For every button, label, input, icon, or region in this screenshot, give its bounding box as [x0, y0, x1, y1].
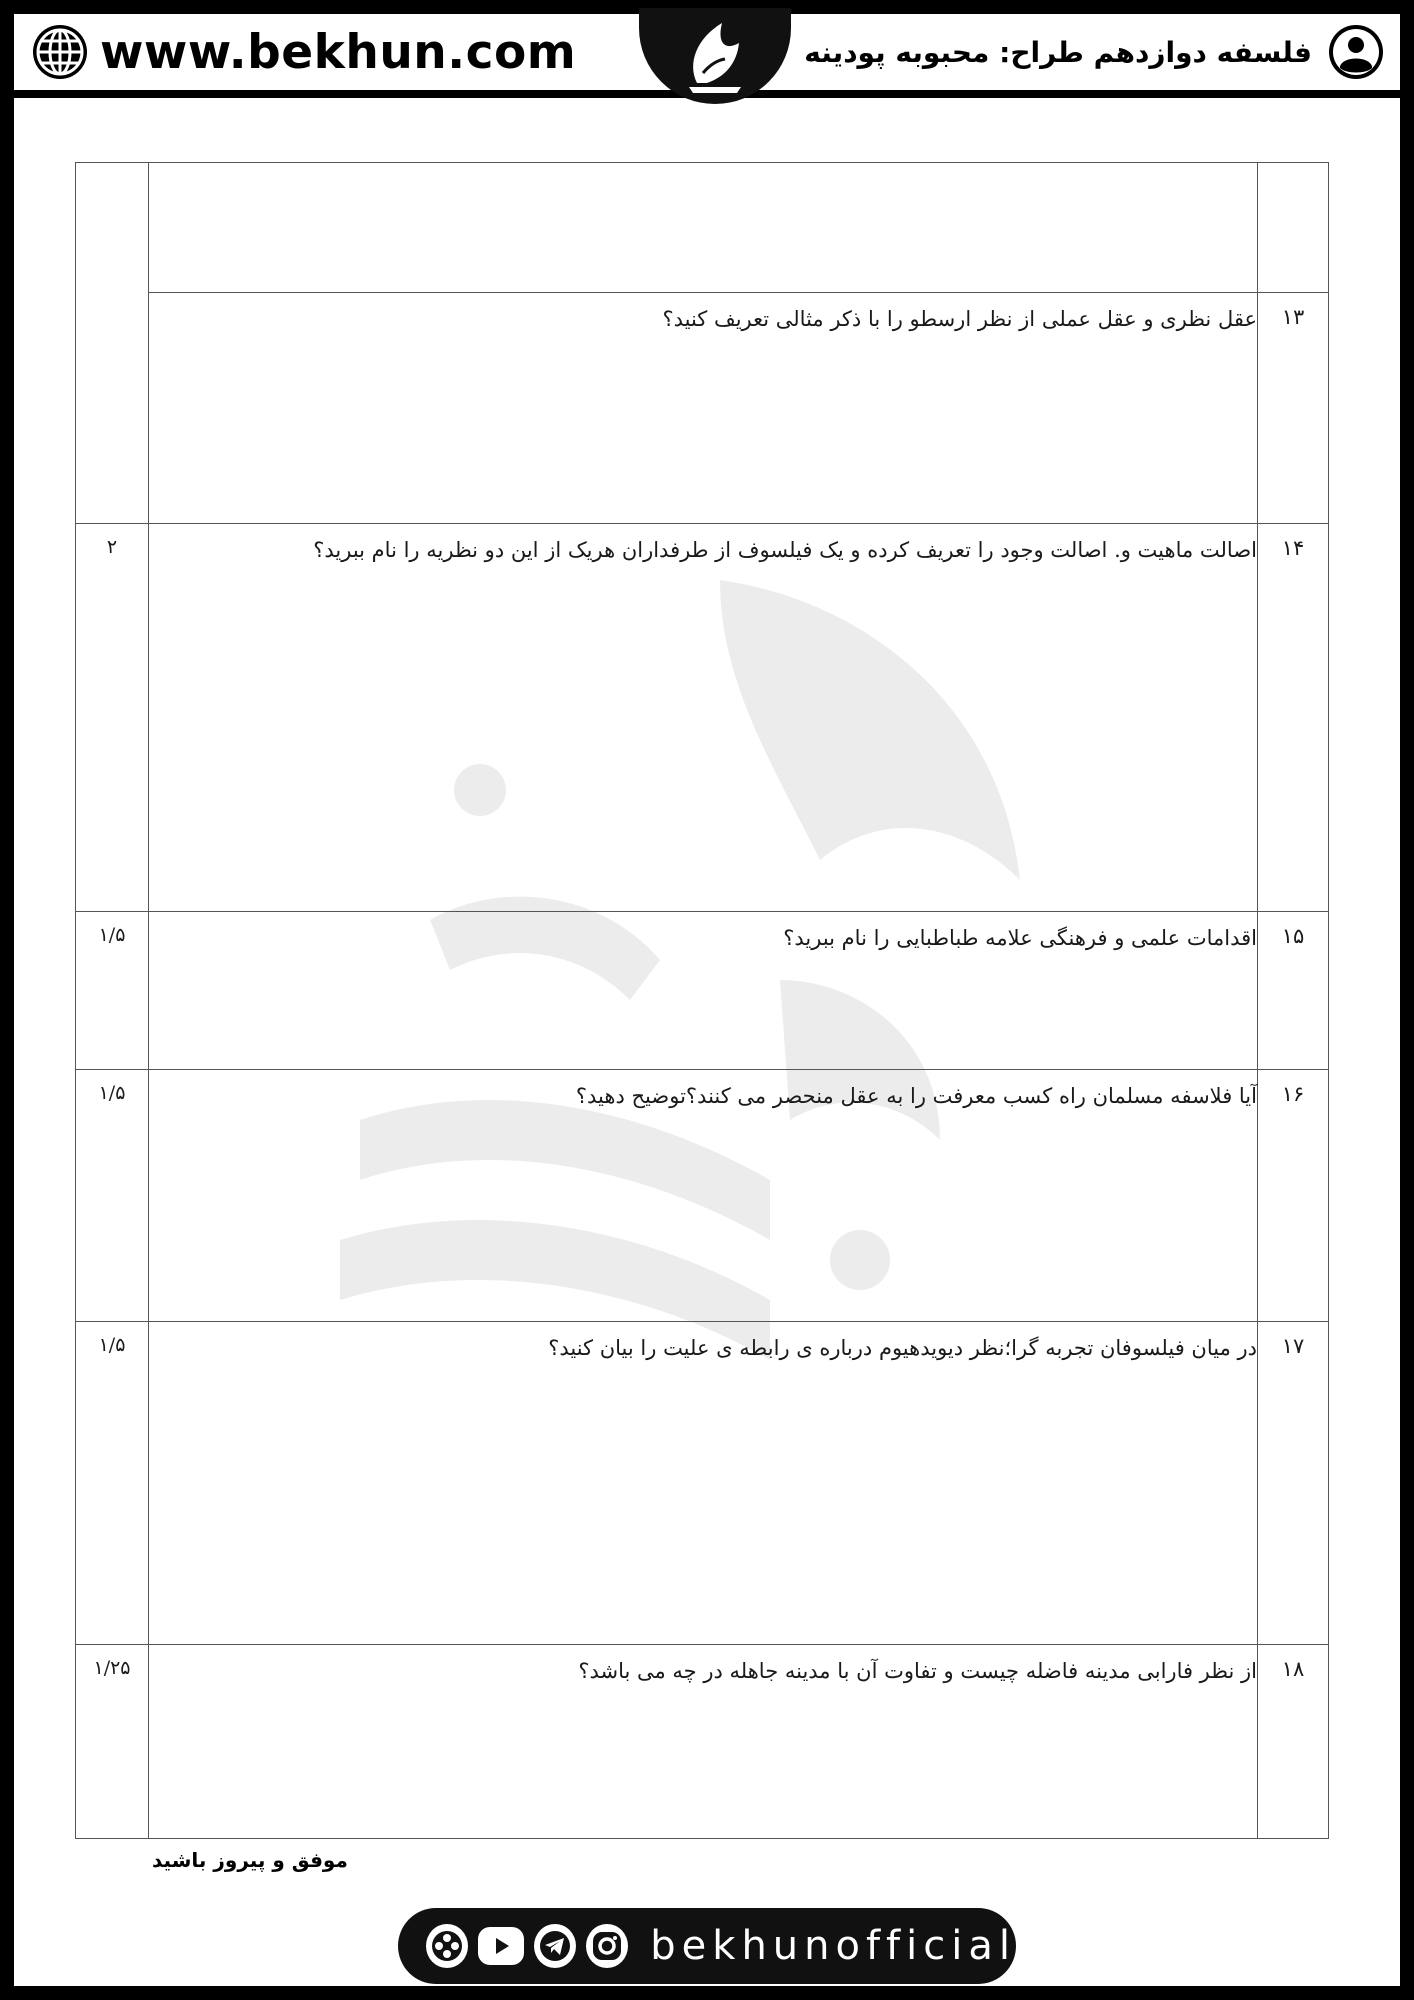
header-title-group	[804, 20, 1386, 84]
table-row	[76, 524, 1329, 912]
question-text: اصالت ماهیت و. اصالت وجود را تعریف کرده و یک فیلسوف از طرفداران هریک از این دو نظریه را نام ببرید؟	[149, 524, 1258, 912]
question-number: ۱۴	[1258, 524, 1329, 912]
question-number: ۱۸	[1258, 1645, 1329, 1839]
question-score: ۲	[76, 524, 149, 912]
site-link[interactable]	[30, 20, 576, 84]
question-number: ۱۵	[1258, 912, 1329, 1070]
question-text: از نظر فارابی مدینه فاضله چیست و تفاوت آن با مدینه جاهله در چه می باشد؟	[149, 1645, 1258, 1839]
question-text: آیا فلاسفه مسلمان راه کسب معرفت را به عقل منحصر می کنند؟توضیح دهید؟	[149, 1070, 1258, 1322]
telegram-icon[interactable]	[534, 1924, 576, 1968]
table-row	[76, 912, 1329, 1070]
header-bar	[14, 14, 1400, 98]
globe-icon	[30, 22, 90, 82]
film-reel-icon[interactable]	[426, 1924, 468, 1968]
question-number: ۱۶	[1258, 1070, 1329, 1322]
question-score: ۱/۵	[76, 1070, 149, 1322]
question-number: ۱۳	[1258, 293, 1329, 524]
question-number: ۱۷	[1258, 1322, 1329, 1645]
table-row	[76, 293, 1329, 524]
table-row	[76, 1322, 1329, 1645]
question-score	[76, 163, 149, 524]
closing-wish: موفق و پیروز باشید	[152, 1848, 348, 1872]
question-score: ۱/۲۵	[76, 1645, 149, 1839]
site-url[interactable]: www.bekhun.com	[100, 24, 577, 80]
table-row	[76, 1645, 1329, 1839]
question-text: در میان فیلسوفان تجربه گرا؛نظر دیویدهیوم درباره ی رابطه ی علیت را بیان کنید؟	[149, 1322, 1258, 1645]
question-score: ۱/۵	[76, 1322, 149, 1645]
logo-tab	[639, 8, 791, 104]
user-icon	[1326, 22, 1386, 82]
question-score: ۱/۵	[76, 912, 149, 1070]
social-bar[interactable]	[398, 1908, 1016, 1984]
instagram-icon[interactable]	[586, 1924, 628, 1968]
question-number	[1258, 163, 1329, 293]
question-text	[149, 163, 1258, 293]
youtube-icon[interactable]	[478, 1927, 524, 1965]
header-title: فلسفه دوازدهم طراح: محبوبه پودینه	[804, 35, 1312, 69]
exam-table	[75, 162, 1329, 1839]
table-row	[76, 163, 1329, 293]
bekhun-logo-icon	[667, 13, 763, 99]
question-text: عقل نظری و عقل عملی از نظر ارسطو را با ذکر مثالی تعریف کنید؟	[149, 293, 1258, 524]
question-text: اقدامات علمی و فرهنگی علامه طباطبایی را نام ببرید؟	[149, 912, 1258, 1070]
social-handle[interactable]: bekhunofficial	[650, 1923, 1016, 1969]
table-row	[76, 1070, 1329, 1322]
